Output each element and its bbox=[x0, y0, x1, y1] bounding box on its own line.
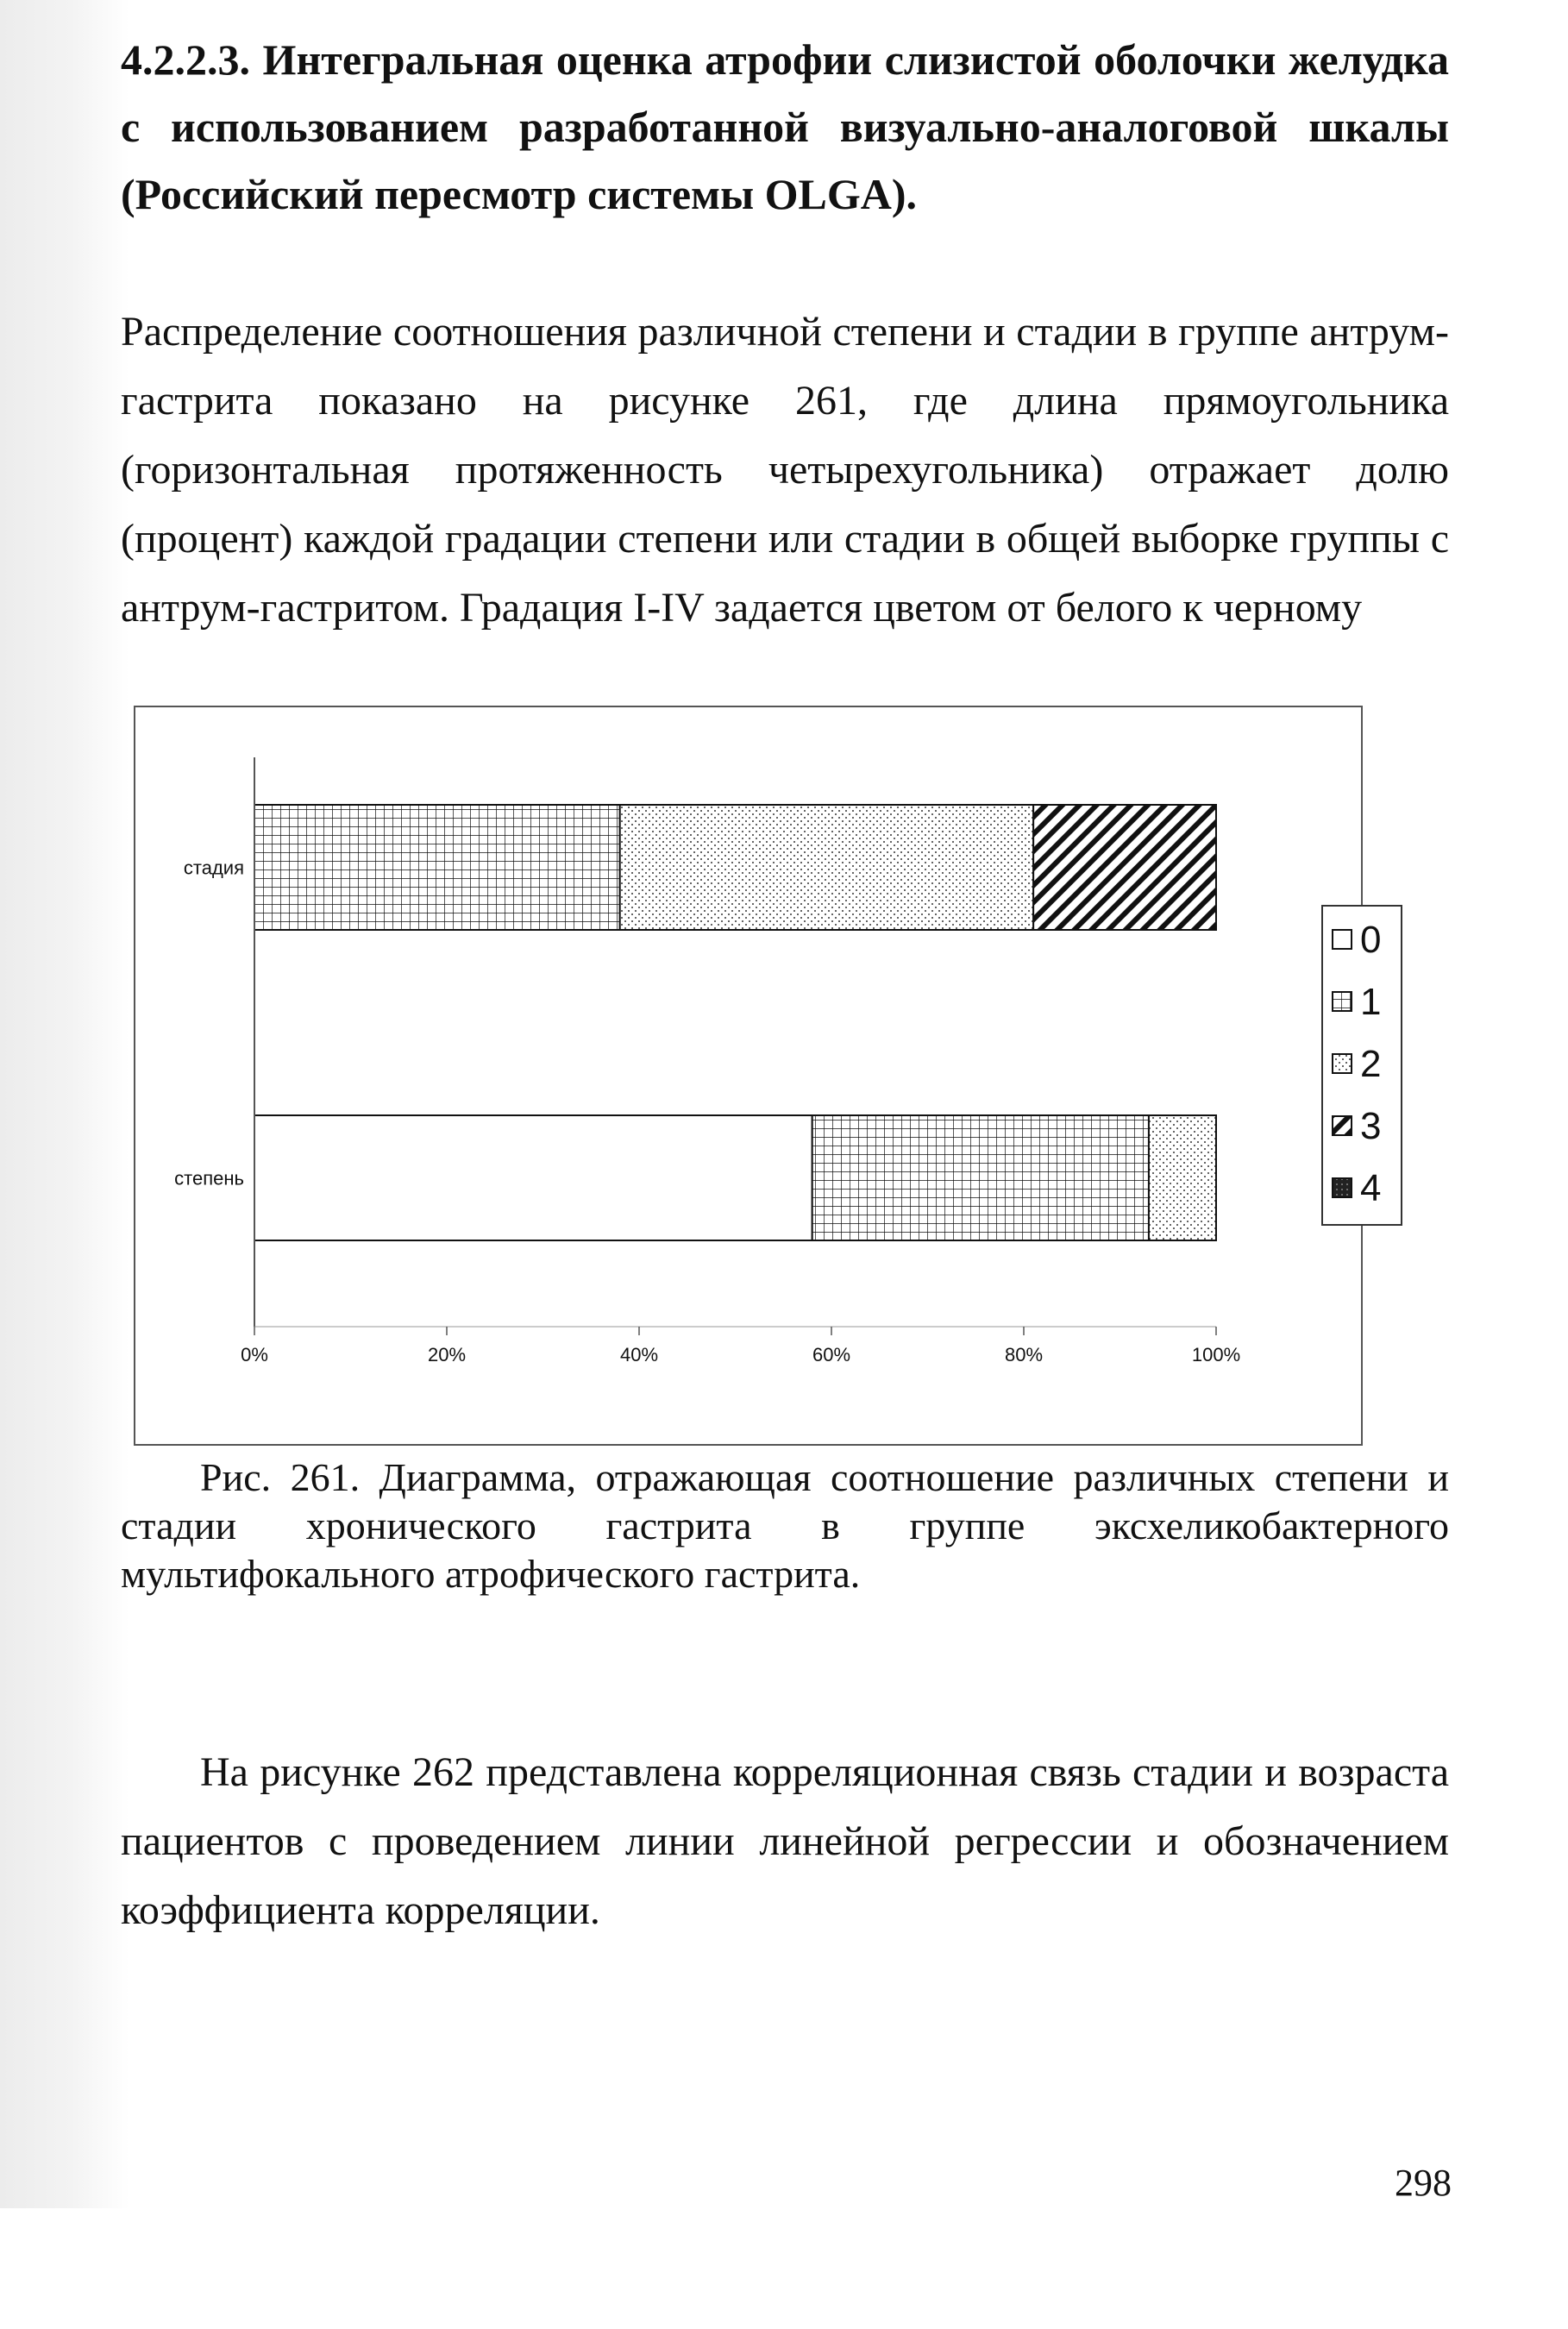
x-tick-label: 0% bbox=[241, 1344, 268, 1365]
section-heading: 4.2.2.3. Интегральная оценка атрофии слизистой оболочки желудка с использованием разработанной визуально-аналоговой шкалы (Российский пересмотр системы OLGA). bbox=[121, 35, 1449, 218]
category-label: стадия bbox=[183, 857, 244, 879]
page-number: 298 bbox=[1395, 2162, 1452, 2204]
legend-label: 1 bbox=[1360, 981, 1382, 1023]
bar-segment-степень-2 bbox=[1149, 1115, 1216, 1240]
bar-segment-степень-1 bbox=[812, 1115, 1149, 1240]
legend-swatch bbox=[1333, 1178, 1352, 1197]
x-tick-label: 20% bbox=[427, 1344, 467, 1365]
paragraph-distribution: Распределение соотношения различной степени и стадии в группе антрум-гастрита показано на рисунке 261, где длина прямоугольника (горизонтальная протяженность четырехугольника) отражает долю (процент) каждой градации степени или стадии в общей выборке группы с антрум-гастритом. Градация I-IV задается цветом от белого к черному bbox=[121, 309, 1449, 631]
legend-label: 2 bbox=[1360, 1043, 1382, 1085]
legend-label: 0 bbox=[1360, 919, 1382, 961]
legend-swatch bbox=[1333, 992, 1352, 1011]
legend-swatch bbox=[1333, 1116, 1352, 1135]
legend-swatch bbox=[1333, 1054, 1352, 1073]
bar-segment-степень-0 bbox=[254, 1115, 812, 1240]
bar-segment-стадия-3 bbox=[1033, 805, 1216, 930]
bar-segment-стадия-2 bbox=[620, 805, 1033, 930]
legend-label: 4 bbox=[1360, 1167, 1382, 1209]
legend-label: 3 bbox=[1360, 1105, 1382, 1147]
x-tick-label: 80% bbox=[1004, 1344, 1044, 1365]
category-label: степень bbox=[174, 1167, 244, 1190]
x-tick-label: 60% bbox=[812, 1344, 851, 1365]
bar-segment-стадия-1 bbox=[254, 805, 620, 930]
x-tick-label: 40% bbox=[619, 1344, 659, 1365]
stacked-bar-chart bbox=[134, 706, 1382, 1446]
figure-caption: Рис. 261. Диаграмма, отражающая соотношение различных степени и стадии хронического гастрита в группе эксхеликобактерного мультифокального атрофического гастрита. bbox=[121, 1455, 1449, 1596]
x-tick-label: 100% bbox=[1191, 1344, 1241, 1365]
scan-edge-shadow bbox=[0, 0, 129, 2208]
legend-swatch bbox=[1333, 930, 1352, 949]
paragraph-correlation: На рисунке 262 представлена корреляционная связь стадии и возраста пациентов с проведением линии линейной регрессии и обозначением коэффициента корреляции. bbox=[121, 1749, 1449, 1933]
